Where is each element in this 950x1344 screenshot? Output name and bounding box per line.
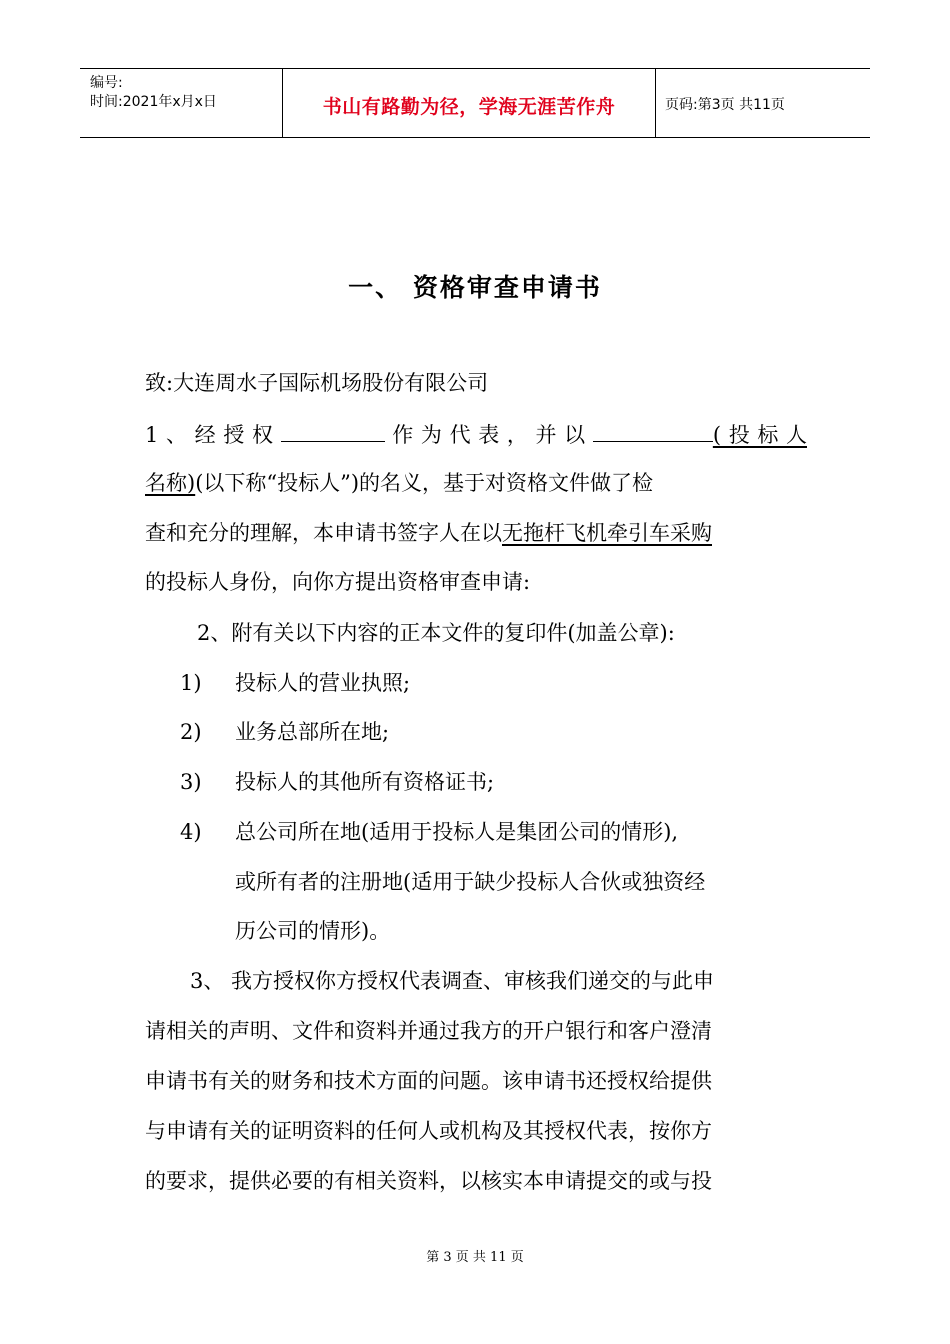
- paragraph-1-line-1: [145, 419, 807, 449]
- document-title: 一、 资格审查申请书: [348, 273, 602, 302]
- p1-on-behalf: (以下称“投标人”)的名义，基于对资格文件做了检: [195, 471, 654, 495]
- header-motto-cell: [282, 69, 656, 137]
- paragraph-1-line-3: [145, 518, 807, 548]
- list-item-2-text: 业务总部所在地;: [235, 720, 390, 744]
- list-item-4-text: 总公司所在地(适用于投标人是集团公司的情形),: [235, 820, 679, 844]
- paragraph-3-line-5: 的要求，提供必要的有相关资料，以核实本申请提交的或与投: [145, 1169, 712, 1193]
- recipient-line: 致:大连周水子国际机场股份有限公司: [145, 371, 489, 395]
- p1-understanding: 查和充分的理解，本申请书签字人在以: [145, 521, 502, 545]
- page-footer: 第 3 页 共 11 页: [426, 1250, 524, 1265]
- p1-bidder-label: (投标人: [712, 423, 807, 447]
- list-item-2-number: 2): [180, 720, 202, 744]
- header-page-cell: [655, 69, 870, 137]
- p1-name-label: 名称): [145, 471, 196, 495]
- paragraph-3-line-4: 与申请有关的证明资料的任何人或机构及其授权代表，按你方: [145, 1119, 712, 1143]
- header-meta: [80, 69, 282, 137]
- list-item-4-continuation-1: 或所有者的注册地(适用于缺少投标人合伙或独资经: [235, 870, 706, 894]
- paragraph-1-line-4: 的投标人身份，向你方提出资格审查申请:: [145, 570, 531, 594]
- list-item-3-text: 投标人的其他所有资格证书;: [235, 770, 495, 794]
- list-item-1-number: 1): [180, 671, 202, 695]
- list-item-3-number: 3): [180, 770, 202, 794]
- p1-authorized: 1、经授权: [145, 423, 281, 447]
- paragraph-3-line-3: 申请书有关的财务和技术方面的问题。该申请书还授权给提供: [145, 1069, 712, 1093]
- bidder-name-blank: [593, 419, 713, 442]
- list-item-4-number: 4): [180, 820, 202, 844]
- page-header: [80, 68, 870, 138]
- representative-blank: [281, 419, 385, 442]
- list-item-4-continuation-2: 历公司的情形)。: [235, 919, 391, 943]
- paragraph-1-line-2: [145, 468, 807, 498]
- paragraph-3-line-1: 3、 我方授权你方授权代表调查、审核我们递交的与此申: [190, 969, 715, 993]
- header-page-code: 页码:第3页 共11页: [665, 97, 785, 113]
- paragraph-3-line-2: 请相关的声明、文件和资料并通过我方的开户银行和客户澄清: [145, 1019, 712, 1043]
- p1-as-representative: 作为代表，并以: [384, 423, 593, 447]
- paragraph-2: 2、附有关以下内容的正本文件的复印件(加盖公章):: [197, 621, 675, 645]
- p1-project-name: 无拖杆飞机牵引车采购: [502, 521, 712, 545]
- header-motto: 书山有路勤为径，学海无涯苦作舟: [322, 96, 616, 118]
- header-number: 编号:: [90, 75, 123, 91]
- list-item-1-text: 投标人的营业执照;: [235, 671, 411, 695]
- header-time: 时间:2021年x月x日: [90, 94, 217, 110]
